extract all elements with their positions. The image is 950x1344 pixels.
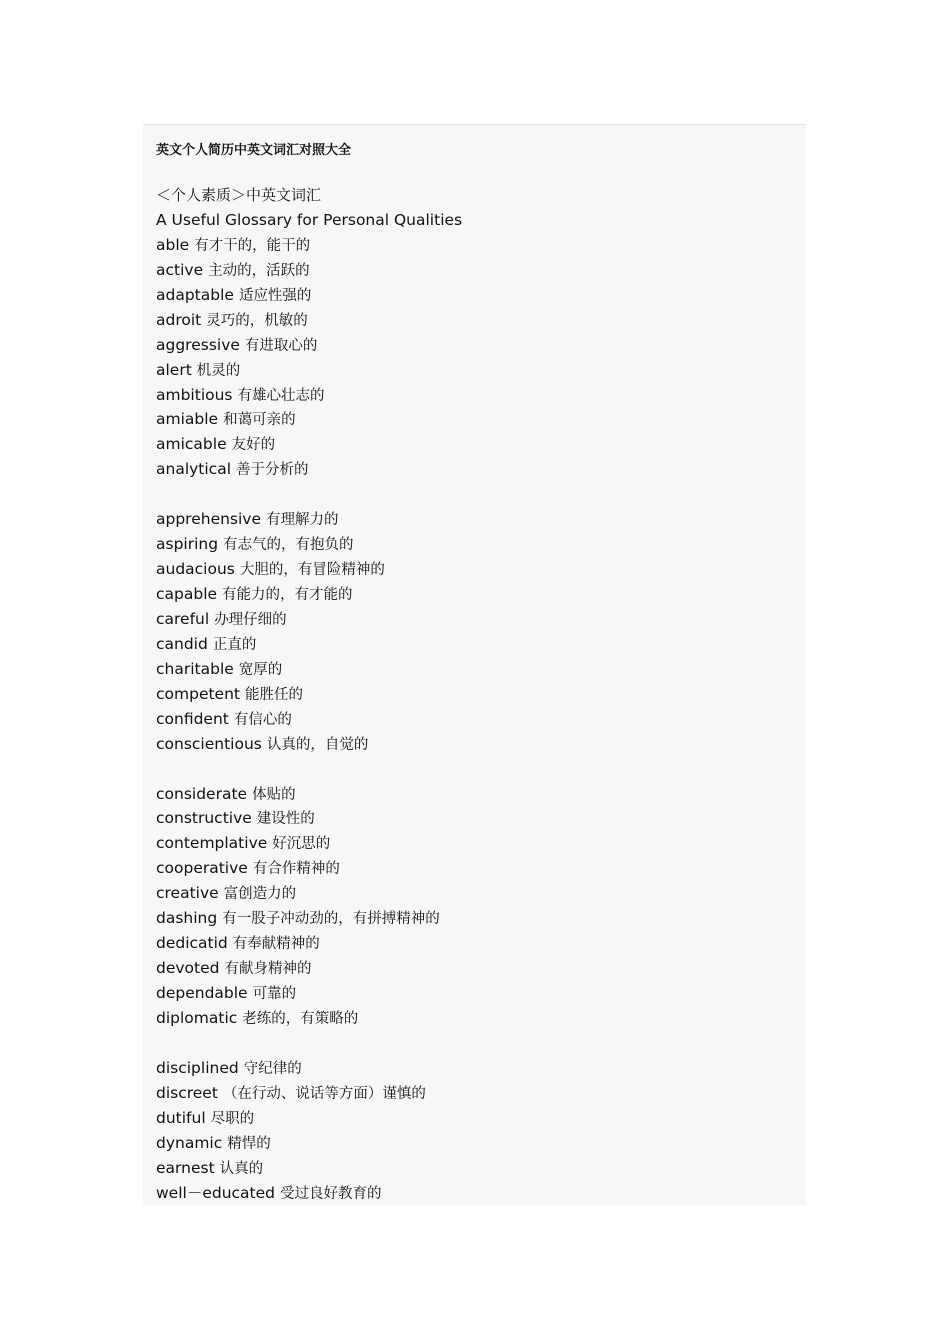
entry-meaning: 正直的	[212, 636, 257, 653]
document-panel	[143, 124, 806, 1205]
glossary-entry	[156, 1081, 796, 1106]
glossary-entry	[156, 233, 796, 258]
section-heading: ＜个人素质＞中英文词汇	[156, 186, 322, 204]
glossary-entry	[156, 981, 796, 1006]
entry-meaning: 受过良好教育的	[280, 1185, 382, 1202]
entry-term: careful	[156, 609, 210, 628]
glossary-entry	[156, 732, 796, 757]
glossary-entry	[156, 782, 796, 807]
glossary-entry	[156, 1056, 796, 1081]
entry-meaning: 灵巧的，机敏的	[206, 312, 308, 329]
document-title: 英文个人简历中英文词汇对照大全	[156, 143, 352, 158]
glossary-entry	[156, 358, 796, 383]
entry-term: dutiful	[156, 1108, 206, 1127]
entry-term: ambitious	[156, 385, 233, 404]
entry-meaning: 建设性的	[256, 811, 315, 828]
entry-term: dynamic	[156, 1133, 223, 1152]
group-spacer	[156, 1031, 796, 1056]
entry-term: contemplative	[156, 834, 268, 853]
glossary-entry	[156, 383, 796, 408]
entry-meaning: 能胜任的	[245, 686, 303, 703]
entry-meaning: 有理解力的	[266, 512, 339, 529]
glossary-entry	[156, 407, 796, 432]
glossary-entry	[156, 806, 796, 831]
entry-meaning: 和蔼可亲的	[223, 412, 296, 429]
entry-term: dedicatid	[156, 934, 228, 953]
entry-meaning: 体贴的	[252, 786, 296, 803]
glossary-body	[156, 183, 796, 1205]
entry-meaning: 有进取心的	[244, 337, 318, 354]
entry-term: diplomatic	[156, 1008, 238, 1027]
glossary-entry	[156, 1106, 796, 1131]
entry-term: audacious	[156, 560, 235, 579]
entry-term: dashing	[156, 909, 218, 928]
glossary-entry	[156, 557, 796, 582]
entry-meaning: 适应性强的	[238, 287, 312, 304]
glossary-entry	[156, 707, 796, 732]
entry-meaning: 有雄心壮志的	[237, 387, 325, 404]
entry-term: creative	[156, 884, 219, 903]
glossary-entry	[156, 906, 796, 931]
entry-term: aggressive	[156, 335, 240, 354]
entry-term: constructive	[156, 809, 252, 828]
entry-meaning: 有能力的，有才能的	[222, 587, 353, 603]
glossary-entry	[156, 283, 796, 308]
glossary-entry	[156, 956, 796, 981]
entry-meaning: （在行动、说话等方面）谨慎的	[222, 1085, 426, 1102]
entry-term: able	[156, 235, 190, 254]
group-spacer	[156, 482, 796, 507]
glossary-entry	[156, 258, 796, 283]
entry-meaning: 可靠的	[252, 986, 297, 1002]
entry-term: dependable	[156, 984, 248, 1002]
entry-term: earnest	[156, 1158, 215, 1177]
entry-term: charitable	[156, 659, 234, 678]
entry-meaning: 友好的	[231, 437, 276, 454]
glossary-entry	[156, 632, 796, 657]
entry-meaning: 认真的，自觉的	[266, 736, 369, 753]
glossary-entry	[156, 532, 796, 557]
entry-term: confident	[156, 709, 229, 728]
glossary-entry	[156, 607, 796, 632]
entry-term: cooperative	[156, 859, 248, 878]
entry-meaning: 有信心的	[233, 711, 292, 728]
entry-meaning: 有奉献精神的	[232, 936, 320, 953]
entry-meaning: 老练的，有策略的	[242, 1010, 359, 1027]
entry-term: well－educated	[156, 1183, 275, 1202]
entry-term: amicable	[156, 435, 227, 454]
entry-term: considerate	[156, 784, 248, 803]
entry-term: alert	[156, 360, 192, 379]
glossary-entry	[156, 657, 796, 682]
entry-meaning: 有才干的，能干的	[194, 237, 311, 254]
glossary-entry	[156, 682, 796, 707]
entry-meaning: 宽厚的	[238, 661, 283, 678]
glossary-entry	[156, 931, 796, 956]
entry-meaning: 大胆的，有冒险精神的	[239, 562, 385, 579]
glossary-entry	[156, 881, 796, 906]
entry-meaning: 机灵的	[196, 362, 241, 379]
glossary-entry	[156, 1181, 796, 1206]
entry-meaning: 有志气的，有抱负的	[223, 537, 354, 554]
entry-meaning: 有合作精神的	[252, 861, 340, 878]
entry-term: discreet	[156, 1083, 218, 1102]
entry-meaning: 有献身精神的	[224, 961, 312, 978]
entry-term: adaptable	[156, 285, 234, 304]
entry-term: adroit	[156, 310, 202, 329]
glossary-entry	[156, 1006, 796, 1031]
group-spacer	[156, 757, 796, 782]
entry-meaning: 有一股子冲动劲的，有拼搏精神的	[222, 911, 440, 928]
glossary-entry	[156, 856, 796, 881]
entry-term: amiable	[156, 410, 219, 429]
entry-term: candid	[156, 634, 208, 653]
entry-meaning: 富创造力的	[223, 886, 297, 903]
entry-meaning: 办理仔细的	[214, 611, 287, 628]
entry-term: capable	[156, 585, 218, 603]
entry-meaning: 善于分析的	[236, 462, 309, 479]
entry-meaning: 精悍的	[227, 1135, 271, 1152]
glossary-entry	[156, 308, 796, 333]
entry-meaning: 认真的	[219, 1160, 264, 1177]
entry-meaning: 守纪律的	[243, 1060, 302, 1077]
entry-term: aspiring	[156, 535, 219, 554]
glossary-entry	[156, 831, 796, 856]
entry-meaning: 好沉思的	[272, 836, 331, 853]
entry-term: devoted	[156, 959, 220, 978]
entry-meaning: 主动的，活跃的	[208, 262, 310, 279]
glossary-entry	[156, 507, 796, 532]
entry-term: disciplined	[156, 1058, 239, 1077]
entry-term: analytical	[156, 460, 232, 479]
entry-term: conscientious	[156, 734, 262, 753]
glossary-entry	[156, 457, 796, 482]
glossary-entry	[156, 432, 796, 457]
glossary-entry	[156, 582, 796, 607]
entry-meaning: 尽职的	[210, 1110, 255, 1127]
entry-term: competent	[156, 684, 240, 703]
entry-term: apprehensive	[156, 510, 262, 529]
glossary-entry	[156, 333, 796, 358]
glossary-entry	[156, 1156, 796, 1181]
glossary-subtitle: A Useful Glossary for Personal Qualities	[156, 210, 463, 229]
glossary-entry	[156, 1131, 796, 1156]
entry-term: active	[156, 260, 204, 279]
